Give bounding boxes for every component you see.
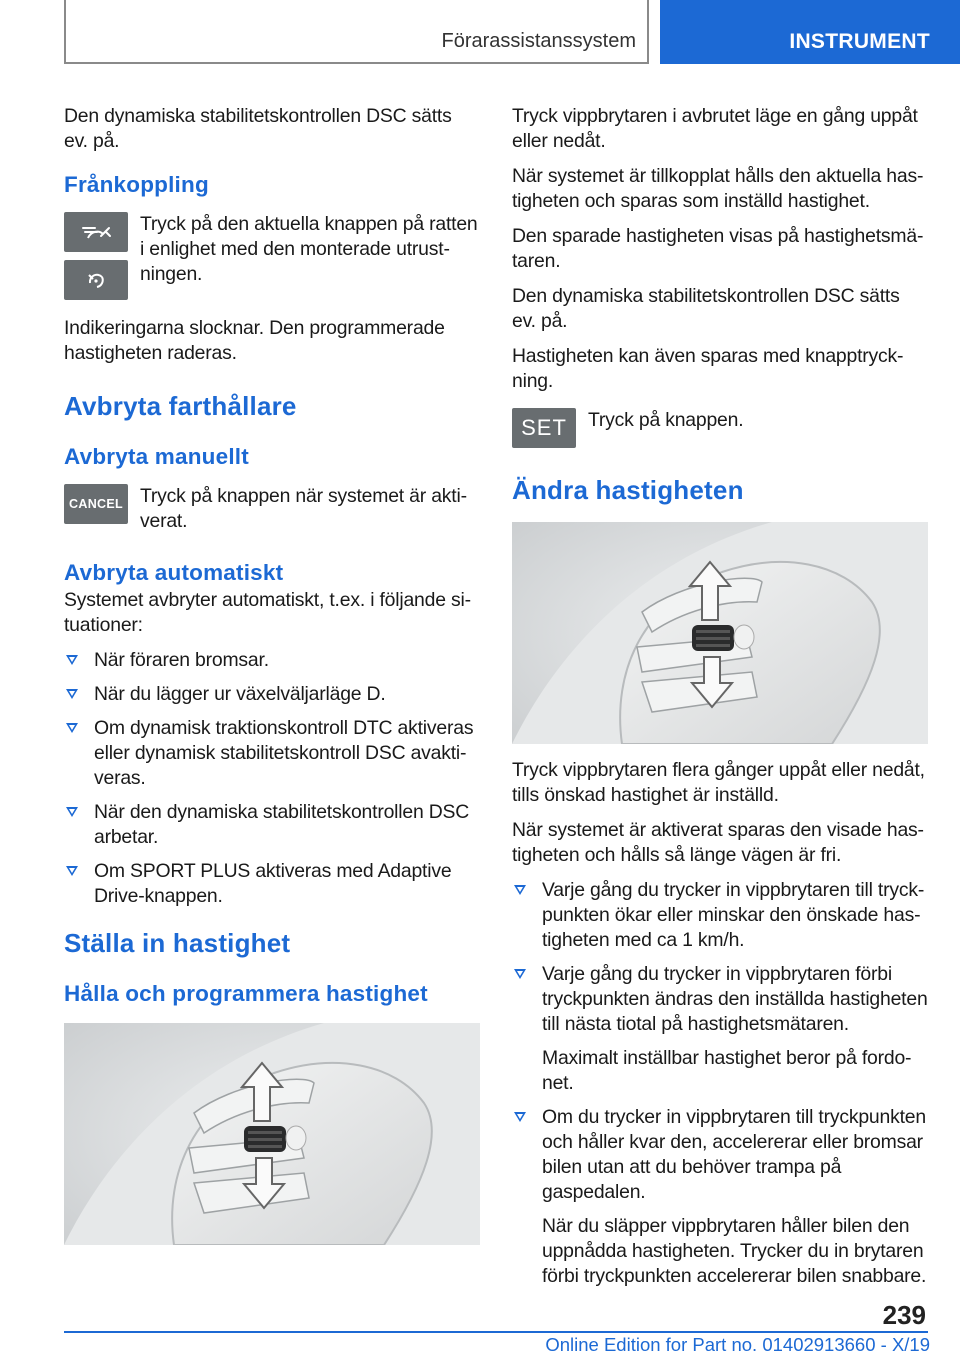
heading-stalla-in-hastighet: Ställa in hastighet [64,928,291,958]
automatiskt-text: Systemet avbryter automatiskt, t.ex. i följande situationer: [64,589,472,636]
list-item: När den dynamiska stabilitetskontrollen DSC arbetar. [64,800,480,850]
header-chapter-label: INSTRUMENT [789,30,930,53]
bullet-triangle-icon [66,723,78,733]
list-item-note: Maximalt inställbar hastighet beror på fordonet. [542,1047,912,1094]
list-item: Om SPORT PLUS aktiveras med Adaptive Drive-knappen. [64,859,480,909]
bullet-triangle-icon [514,885,526,895]
steering-wheel-rocker-switch-image [512,522,928,744]
header-divider [647,0,649,64]
paragraph: Hastigheten kan även sparas med knapptryckning. [512,345,904,392]
paragraph: Den dynamiska stabilitetskontrollen DSC sätts ev. på. [512,285,900,332]
bullet-triangle-icon [66,655,78,665]
heading-avbryta-farthallare: Avbryta farthållare [64,391,297,421]
heading-avbryta-manuellt: Avbryta manuellt [64,444,249,469]
cancel-button-label: CANCEL [69,497,123,511]
set-text: Tryck på knappen. [588,409,744,431]
list-item-note: När du släpper vippbrytaren håller bilen den uppnådda hastigheten. Trycker du in brytaren förbi tryckpunkten accelererar bilen snabbare. [542,1215,927,1287]
bullet-triangle-icon [514,1112,526,1122]
header-section-title: Förarassistanssystem [441,30,636,52]
bullet-triangle-icon [66,689,78,699]
set-button-label: SET [521,415,567,440]
intro-paragraph: Den dynamiska stabilitetskontrollen DSC sätts ev. på. [64,105,452,152]
indikering-paragraph: Indikeringarna slocknar. Den programmerade hastigheten raderas. [64,317,445,364]
list-item: Om du trycker in vippbrytaren till tryckpunkten och håller kvar den, accelererar eller bromsar bilen utan att du behöver trampa på gaspedalen. När du släpper vippbrytaren håller bilen den uppnådda hastigheten. Trycker du in brytaren förbi tryckpunkten accelererar bilen snabbare. [512,1105,928,1289]
frankoppling-text: Tryck på den aktuella knappen på ratten i enlighet med den monterade utrustningen. [140,213,478,285]
list-item: Om dynamisk traktionskontroll DTC aktiveras eller dynamisk stabilitetskontroll DSC avaktiveras. [64,716,480,791]
heading-avbryta-automatiskt: Avbryta automatiskt [64,560,284,585]
set-button-icon [512,408,576,448]
paragraph: När systemet är aktiverat sparas den visade hastigheten och hålls så länge vägen är fri. [512,819,924,866]
header-chapter-tab[interactable] [660,0,960,64]
steering-wheel-rocker-switch-image [64,1023,480,1245]
paragraph: Den sparade hastigheten visas på hastighetsmätaren. [512,225,924,272]
cruise-control-off-icon [64,212,128,252]
manuellt-text: Tryck på knappen när systemet är aktiverat. [140,485,468,532]
footer-rule [64,1331,928,1333]
list-item: När du lägger ur växelväljarläge D. [64,682,480,707]
automatiskt-list [64,648,480,909]
cancel-button-icon [64,484,128,524]
heading-halla-och-programmera: Hålla och programmera hastighet [64,981,428,1006]
right-column [512,104,928,1298]
page-number: 239 [882,1300,926,1330]
paragraph: När systemet är tillkopplat hålls den aktuella hastigheten och sparas som inställd hastighet. [512,165,924,212]
left-column [64,104,480,1245]
paragraph: Tryck vippbrytaren i avbrutet läge en gång uppåt eller nedåt. [512,105,918,152]
list-item: När föraren bromsar. [64,648,480,673]
list-item: Varje gång du trycker in vippbrytaren förbi tryckpunkten ändras den inställda hastigheten till nästa tiotal på hastighetsmätaren. Maximalt inställbar hastighet beror på fordonet. [512,962,928,1096]
distance-control-off-icon [64,260,128,300]
bullet-triangle-icon [514,969,526,979]
paragraph: Tryck vippbrytaren flera gånger uppåt eller nedåt, tills önskad hastighet är inställd. [512,759,925,806]
heading-frankoppling: Frånkoppling [64,172,209,197]
footer-edition-link[interactable]: Online Edition for Part no. 01402913660 - X/19 [545,1334,930,1355]
andra-list [512,878,928,1289]
header-rule-bottom [64,62,648,64]
bullet-triangle-icon [66,866,78,876]
heading-andra-hastigheten: Ändra hastigheten [512,475,744,505]
list-item: Varje gång du trycker in vippbrytaren till tryckpunkten ökar eller minskar den önskade hastigheten med ca 1 km/h. [512,878,928,953]
bullet-triangle-icon [66,807,78,817]
